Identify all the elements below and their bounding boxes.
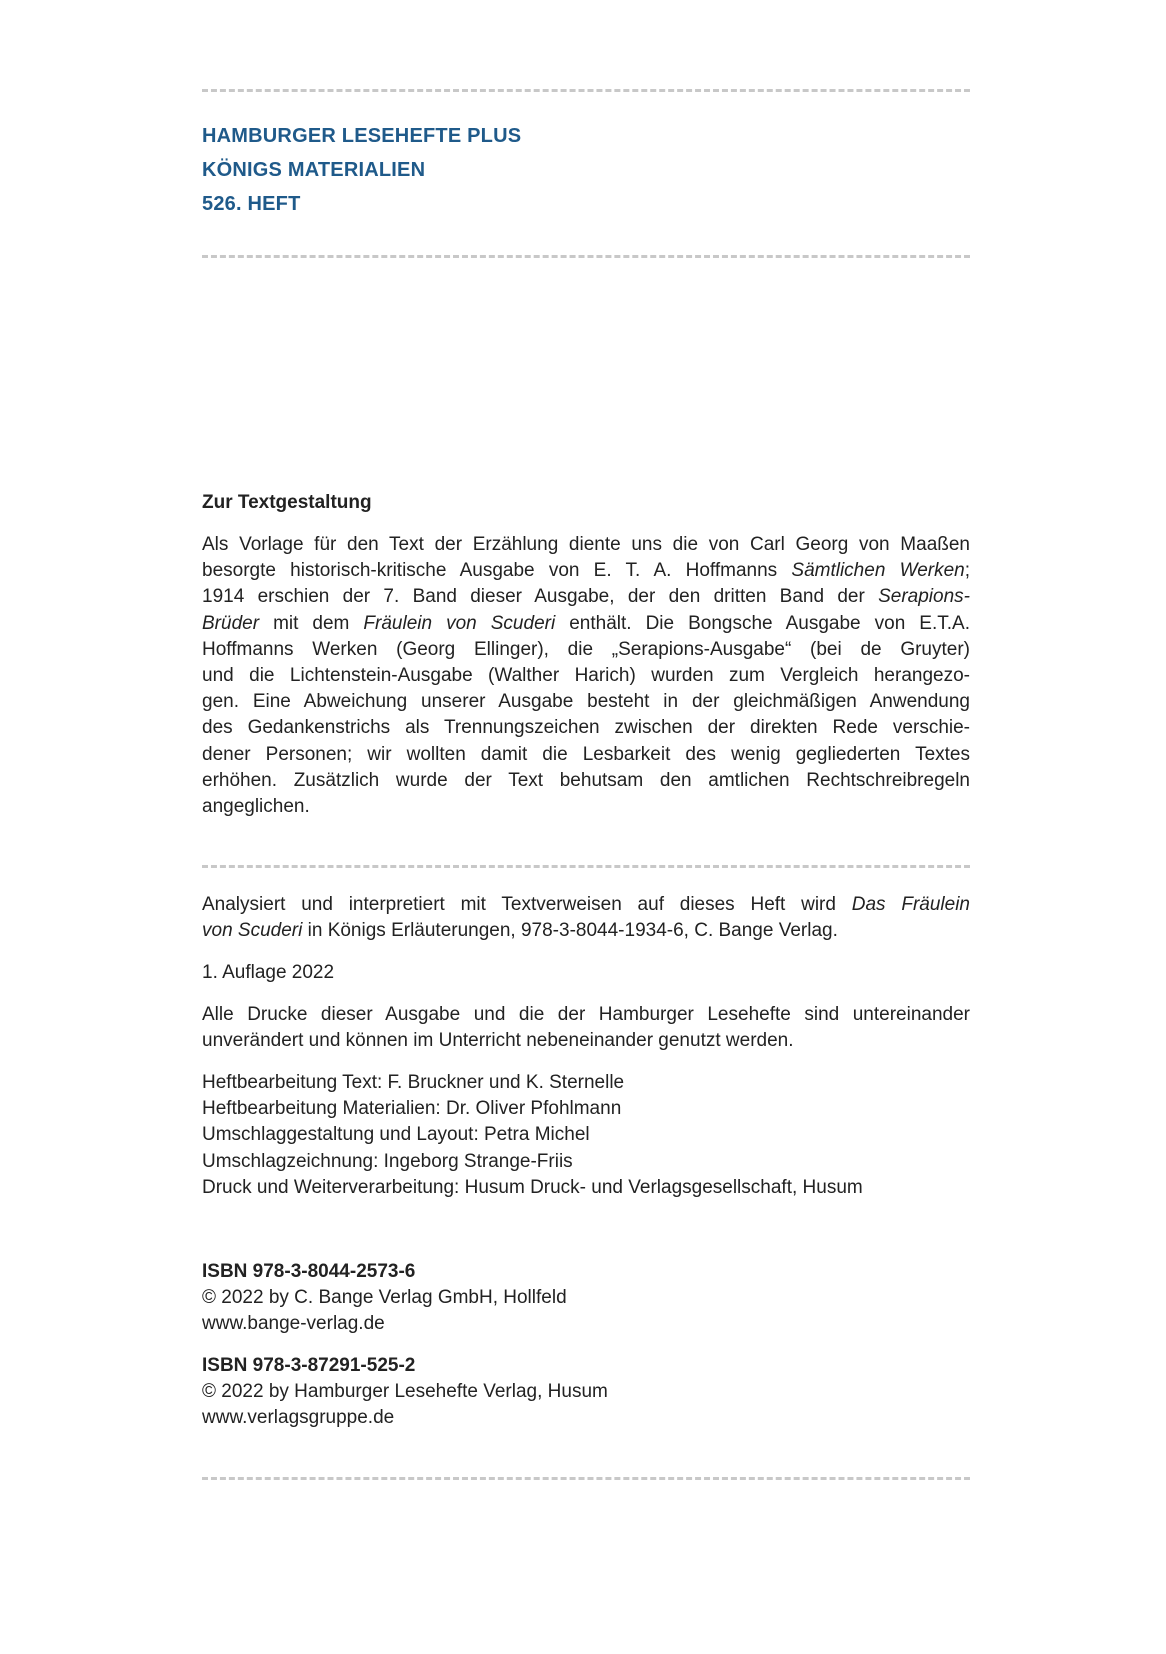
text-segment: enthält. Die Bongsche Ausgabe von E.T.A. (555, 612, 970, 634)
text-paragraph (202, 532, 970, 820)
credit-line: Umschlagzeichnung: Ingeborg Strange-Friis (202, 1150, 573, 1172)
divider (202, 255, 970, 258)
text-line (202, 715, 970, 741)
italic-title: Brüder (202, 612, 260, 634)
italic-title: Sämtlichen Werken (791, 560, 965, 582)
text-segment: Analysiert und interpretiert mit Textverweisen auf dieses Heft wird (202, 894, 852, 915)
series-header (202, 119, 970, 221)
edition: 1. Auflage 2022 (202, 962, 335, 983)
prints-note (202, 1002, 970, 1054)
italic-title: Das Fräulein (851, 894, 970, 915)
text-line (202, 794, 970, 820)
copyright: © 2022 by Hamburger Lesehefte Verlag, Husum (202, 1381, 608, 1403)
website-link[interactable]: www.verlagsgruppe.de (202, 1407, 395, 1429)
divider (202, 865, 970, 868)
text-segment: gen. Eine Abweichung unserer Ausgabe besteht in der gleichmäßigen Anwendung (202, 691, 970, 713)
text-line (202, 1028, 970, 1054)
section-title: Zur Textgestaltung (202, 492, 372, 513)
series-title: HAMBURGER LESEHEFTE PLUS (202, 125, 522, 147)
text-segment: Als Vorlage für den Text der Erzählung diente uns die von Carl Georg von Maaßen (202, 534, 970, 555)
text-line (202, 742, 970, 768)
divider (202, 1477, 970, 1480)
credit-line: Heftbearbeitung Text: F. Bruckner und K. Sternelle (202, 1072, 625, 1093)
text-segment: und die Lichtenstein-Ausgabe (Walther Harich) wurden zum Vergleich herangezo- (202, 664, 970, 686)
credits (202, 1070, 970, 1201)
website-link[interactable]: www.bange-verlag.de (202, 1313, 385, 1335)
divider (202, 89, 970, 92)
text-line (202, 663, 970, 689)
publisher-block-1 (202, 1259, 970, 1338)
publisher-block-2 (202, 1353, 970, 1432)
text-segment: mit dem (259, 612, 364, 634)
series-subtitle: KÖNIGS MATERIALIEN (202, 159, 426, 181)
text-line (202, 584, 970, 610)
text-line (202, 637, 970, 663)
text-line (202, 768, 970, 794)
text-segment: unverändert und können im Unterricht nebeneinander genutzt werden. (202, 1030, 794, 1052)
text-line (202, 532, 970, 558)
text-line (202, 918, 970, 944)
text-segment: dener Personen; wir wollten damit die Lesbarkeit des wenig gegliederten Textes (202, 743, 970, 765)
italic-title: Serapions- (878, 586, 970, 608)
text-line (202, 611, 970, 637)
text-segment: 1914 erschien der 7. Band dieser Ausgabe, der den dritten Band der (202, 586, 879, 608)
credit-line: Druck und Weiterverarbeitung: Husum Druck- und Verlagsgesellschaft, Husum (202, 1176, 863, 1198)
text-segment: besorgte historisch-kritische Ausgabe von E. T. A. Hoffmanns (202, 560, 792, 582)
analysis-note (202, 892, 970, 944)
issue-number: 526. HEFT (202, 193, 301, 215)
text-segment: angeglichen. (202, 795, 310, 817)
text-segment: erhöhen. Zusätzlich wurde der Text behutsam den amtlichen Rechtschreibregeln (202, 769, 970, 791)
text-segment: des Gedankenstrichs als Trennungszeichen zwischen der direkten Rede verschie- (202, 717, 970, 739)
text-segment: Alle Drucke dieser Ausgabe und die der Hamburger Lesehefte sind untereinander (202, 1004, 970, 1025)
text-line (202, 1002, 970, 1028)
credit-line: Heftbearbeitung Materialien: Dr. Oliver Pfohlmann (202, 1098, 622, 1120)
text-segment: in Königs Erläuterungen, 978-3-8044-1934-6, C. Bange Verlag. (302, 920, 838, 942)
credit-line: Umschlaggestaltung und Layout: Petra Michel (202, 1124, 590, 1146)
text-line (202, 689, 970, 715)
italic-title: von Scuderi (202, 920, 303, 942)
isbn: ISBN 978-3-87291-525-2 (202, 1355, 416, 1376)
text-segment: Hoffmanns Werken (Georg Ellinger), die „Serapions-Ausgabe“ (bei de Gruyter) (202, 638, 970, 660)
copyright: © 2022 by C. Bange Verlag GmbH, Hollfeld (202, 1287, 567, 1309)
isbn: ISBN 978-3-8044-2573-6 (202, 1261, 416, 1282)
text-line (202, 892, 970, 918)
text-line (202, 558, 970, 584)
text-segment: ; (964, 560, 970, 582)
italic-title: Fräulein von Scuderi (363, 612, 556, 634)
